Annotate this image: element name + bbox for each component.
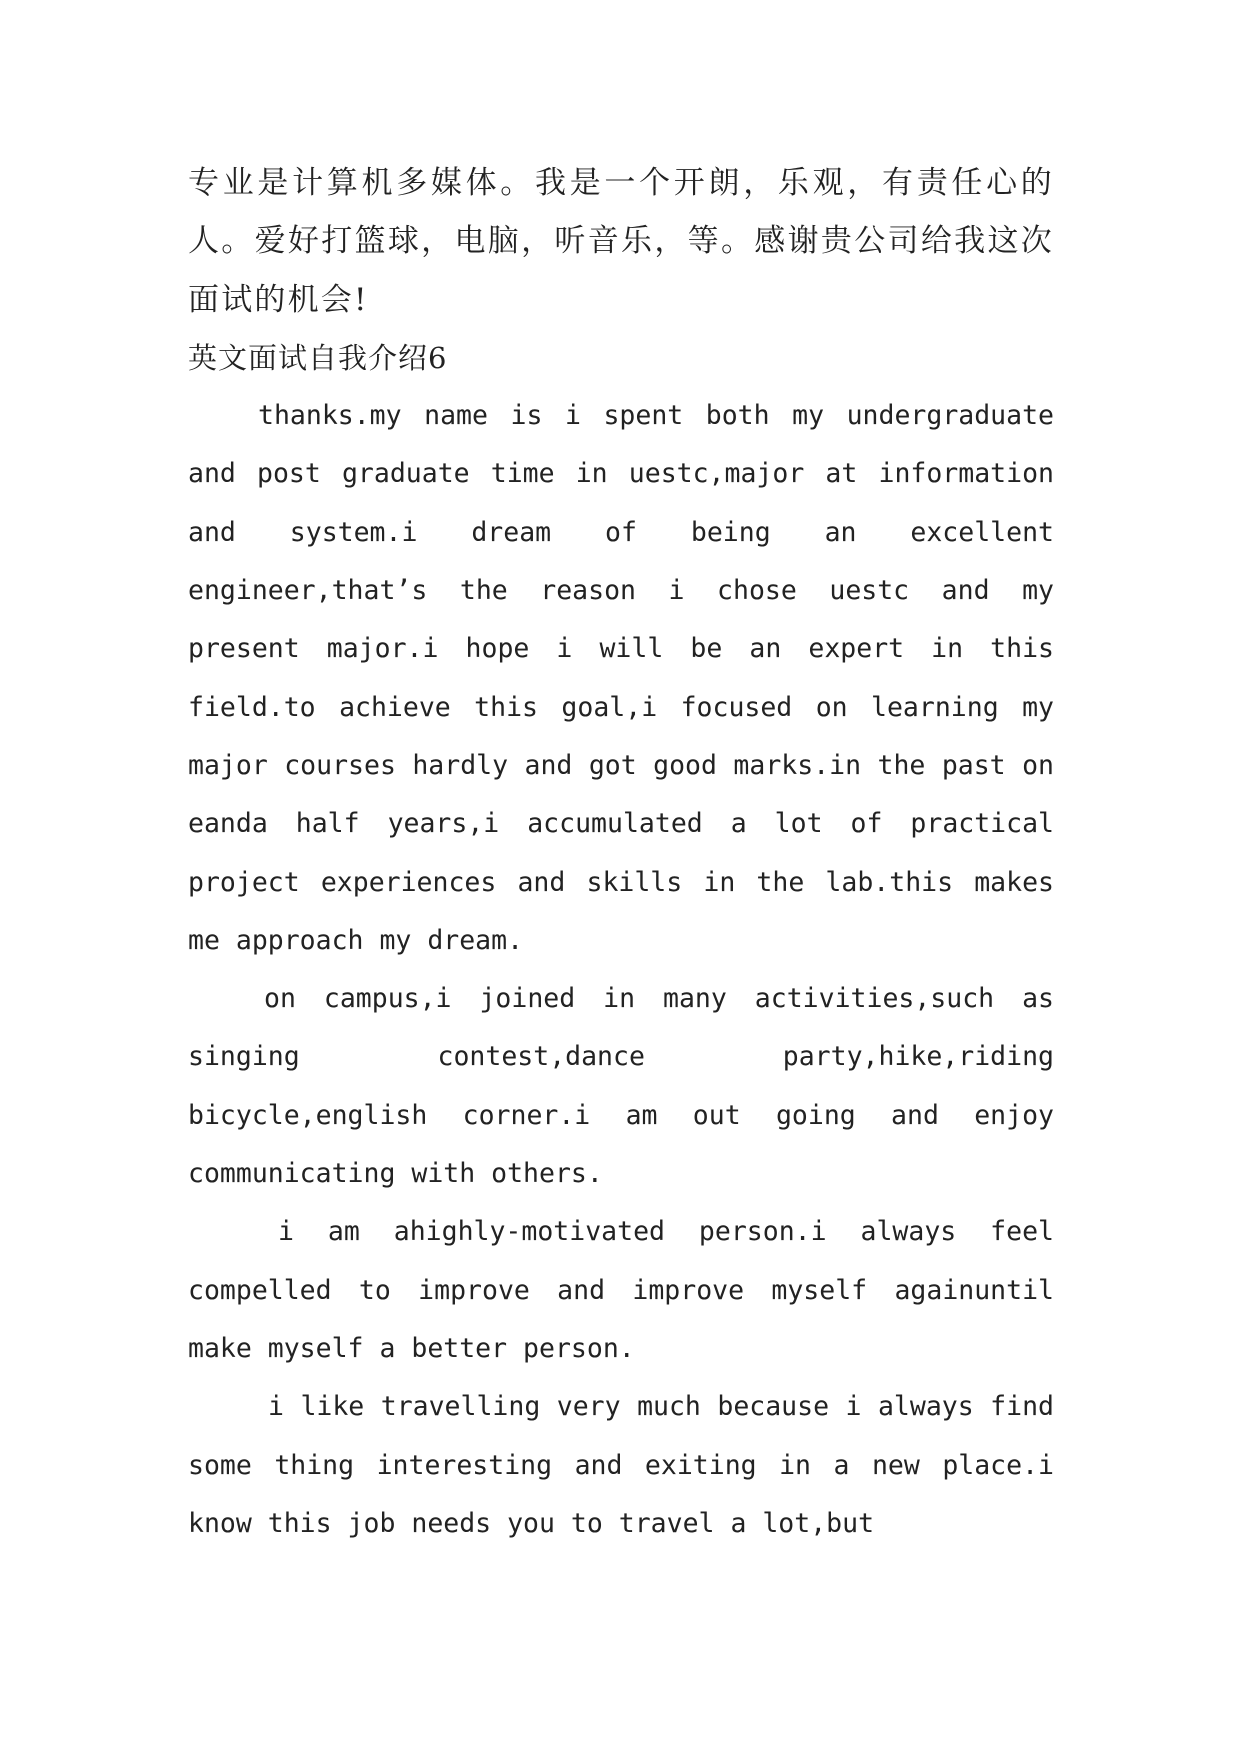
paragraph-2: on campus,i joined in many activities,such as singing contest,dance party,hike,riding bicycle,english corner.i am out going and enjoy communicating with others. xyxy=(188,983,1054,1190)
section-heading: 英文面试自我介绍6 xyxy=(188,340,448,375)
paragraph-3: i am ahighly-motivated person.i always feel compelled to improve and improve myself againuntil make myself a better person. xyxy=(188,1216,1054,1364)
document-body xyxy=(188,154,1054,1553)
paragraph-1: thanks.my name is i spent both my undergraduate and post graduate time in uestc,major at information and system.i dream of being an excellent engineer,that’s the reason i chose uestc and my present major.i hope i will be an expert in this field.to achieve this goal,i focused on learning my major courses hardly and got good marks.in the past on eanda half years,i accumulated a lot of practical project experiences and skills in the lab.this makes me approach my dream. xyxy=(188,400,1054,956)
intro-paragraph: 专业是计算机多媒体。我是一个开朗，乐观，有责任心的人。爱好打篮球，电脑，听音乐，等。感谢贵公司给我这次面试的机会! xyxy=(188,165,1054,318)
paragraph-4: i like travelling very much because i always find some thing interesting and exiting in a new place.i know this job needs you to travel a lot,but xyxy=(188,1391,1054,1539)
